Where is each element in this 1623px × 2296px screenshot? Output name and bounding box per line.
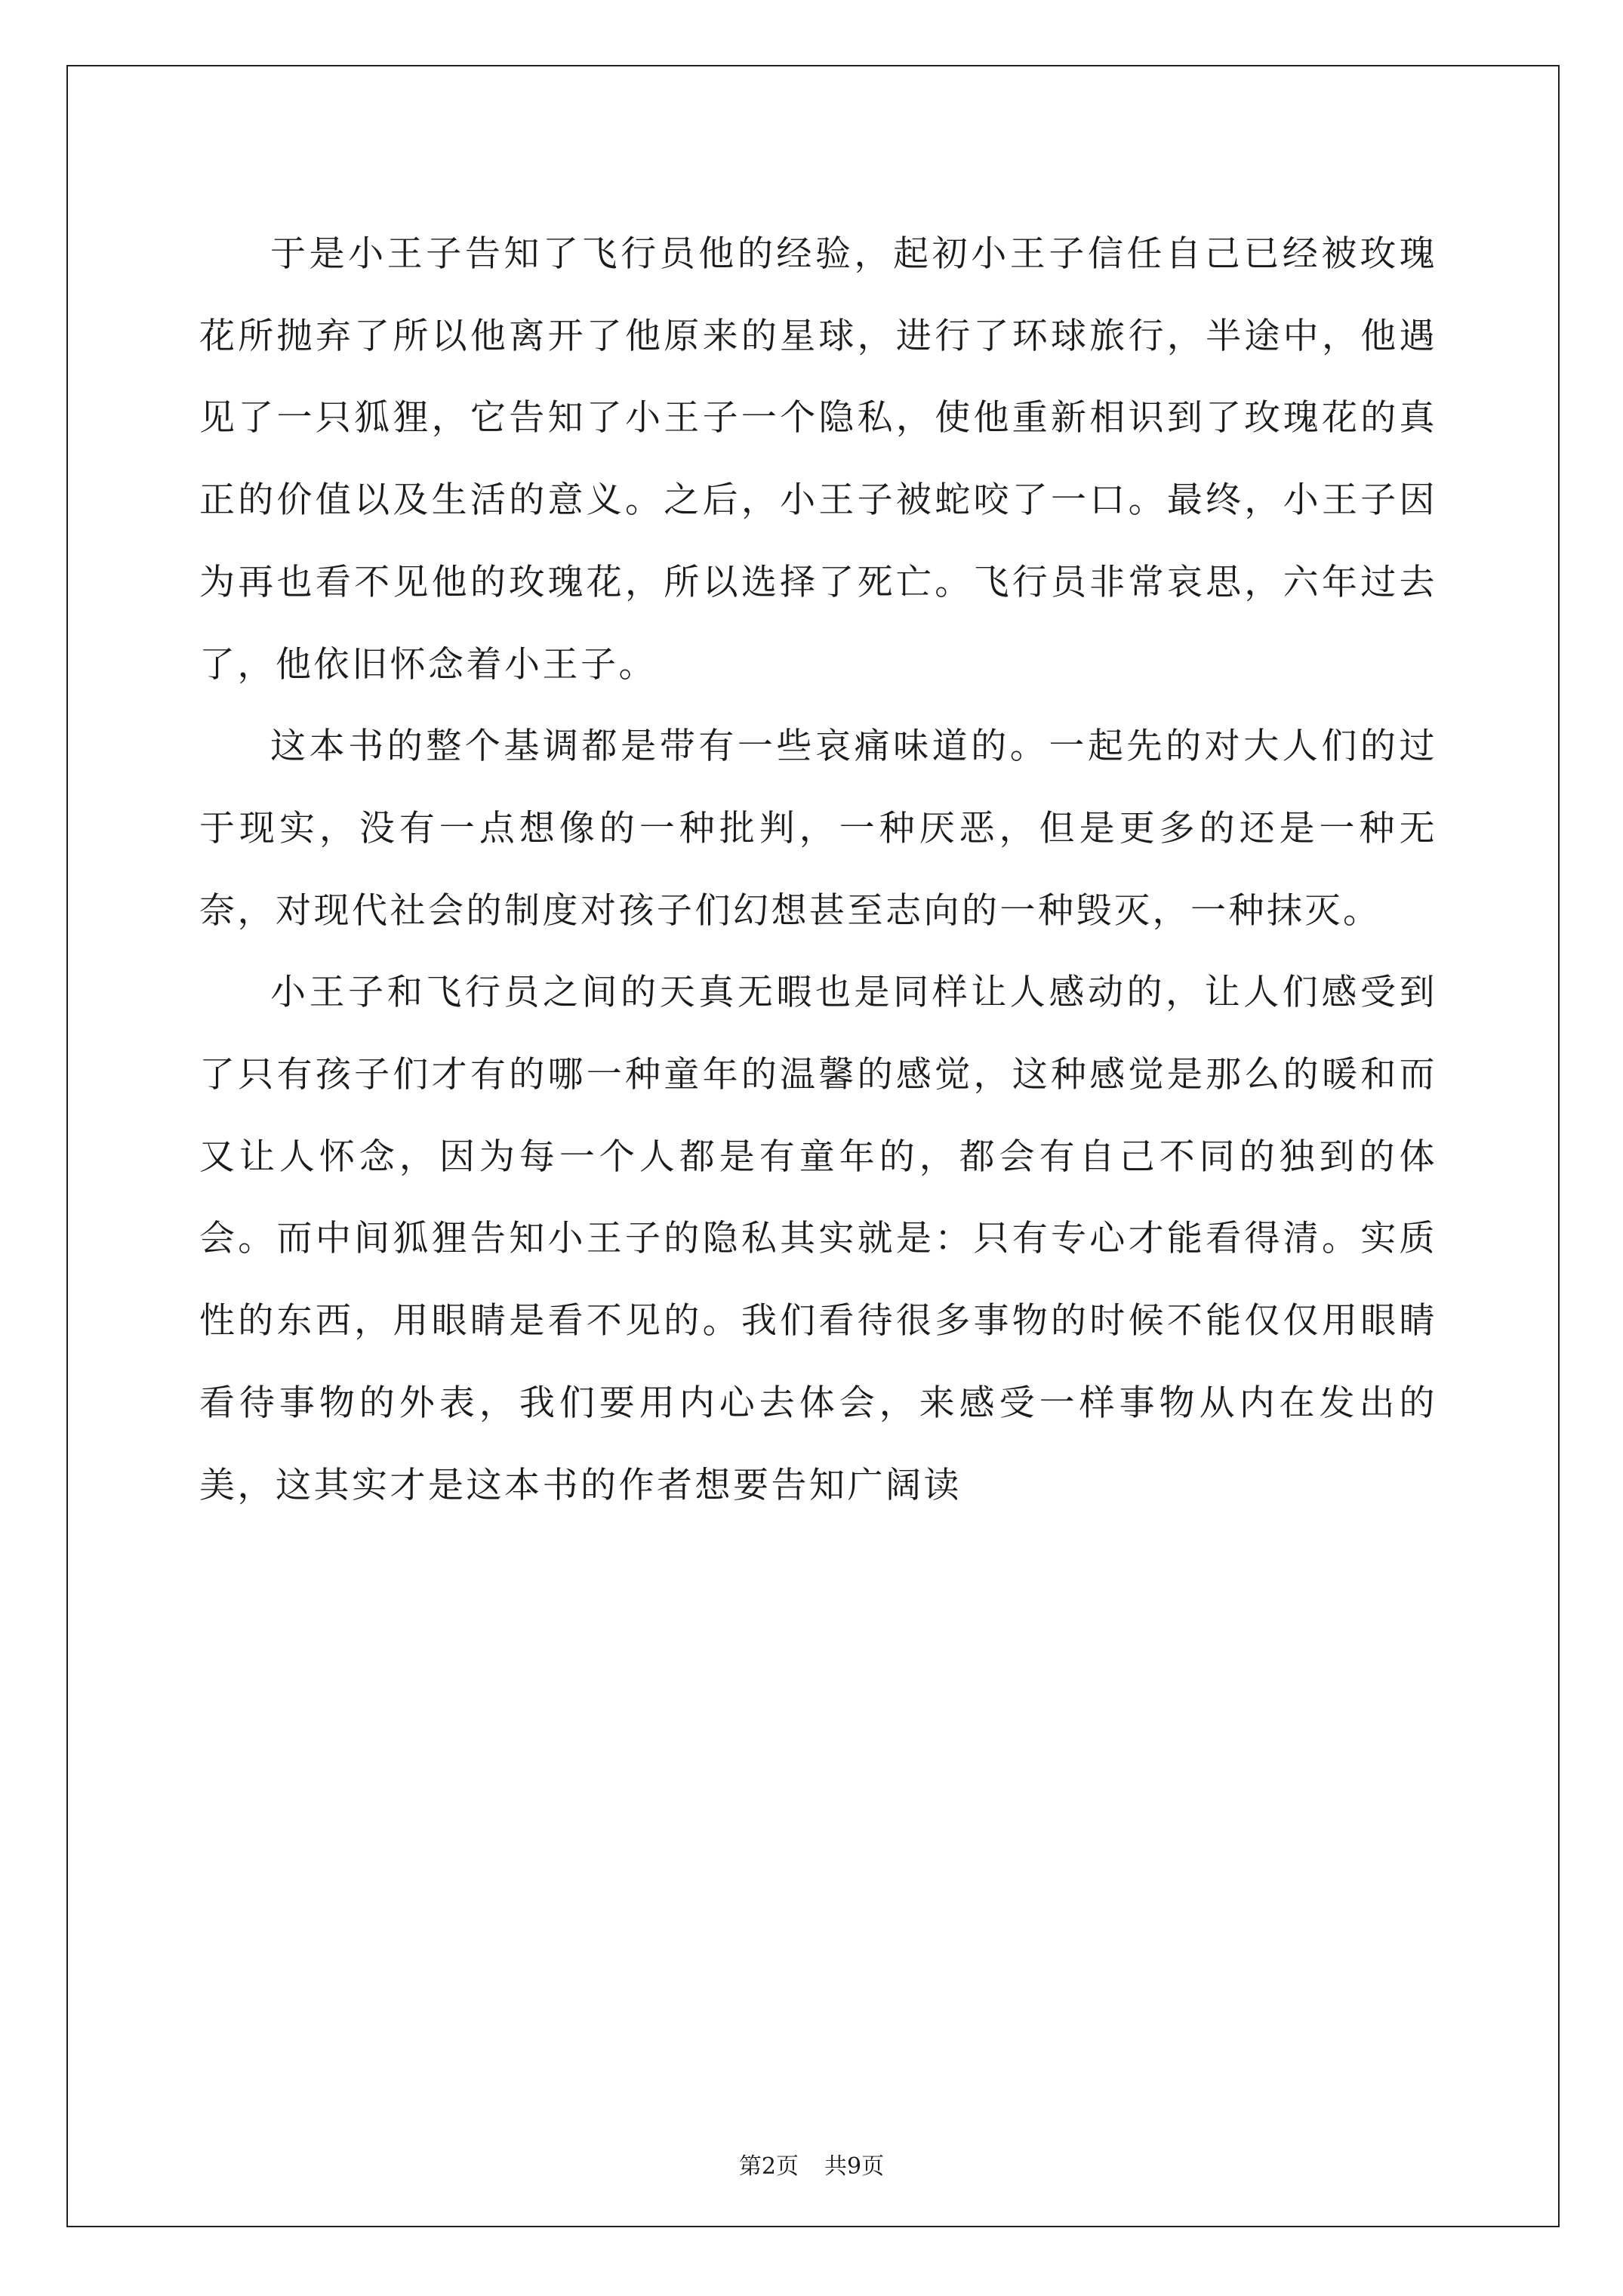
paragraph-2: 这本书的整个基调都是带有一些哀痛味道的。一起先的对大人们的过于现实，没有一点想像的一种批判，一种厌恶，但是更多的还是一种无奈，对现代社会的制度对孩子们幻想甚至志向的一种毁灭，一种抹灭。 [199,726,1437,932]
page-number: 第2页 [738,2153,799,2180]
paragraph-1: 于是小王子告知了飞行员他的经验，起初小王子信任自己已经被玫瑰花所抛弃了所以他离开了他原来的星球，进行了环球旅行，半途中，他遇见了一只狐狸，它告知了小王子一个隐私，使他重新相识到了玫瑰花的真正的价值以及生活的意义。之后，小王子被蛇咬了一口。最终，小王子因为再也看不见他的玫瑰花，所以选择了死亡。飞行员非常哀思，六年过去了，他依旧怀念着小王子。 [199,233,1437,686]
paragraph-3: 小王子和飞行员之间的天真无暇也是同样让人感动的，让人们感受到了只有孩子们才有的哪一种童年的温馨的感觉，这种感觉是那么的暖和而又让人怀念，因为每一个人都是有童年的，都会有自己不同的独到的体会。而中间狐狸告知小王子的隐私其实就是：只有专心才能看得清。实质性的东西，用眼睛是看不见的。我们看待很多事物的时候不能仅仅用眼睛看待事物的外表，我们要用内心去体会，来感受一样事物从内在发出的美，这其实才是这本书的作者想要告知广阔读 [199,972,1437,1506]
page-total: 共9页 [824,2153,885,2180]
page-footer [0,2152,1623,2182]
document-body [199,214,1437,1527]
